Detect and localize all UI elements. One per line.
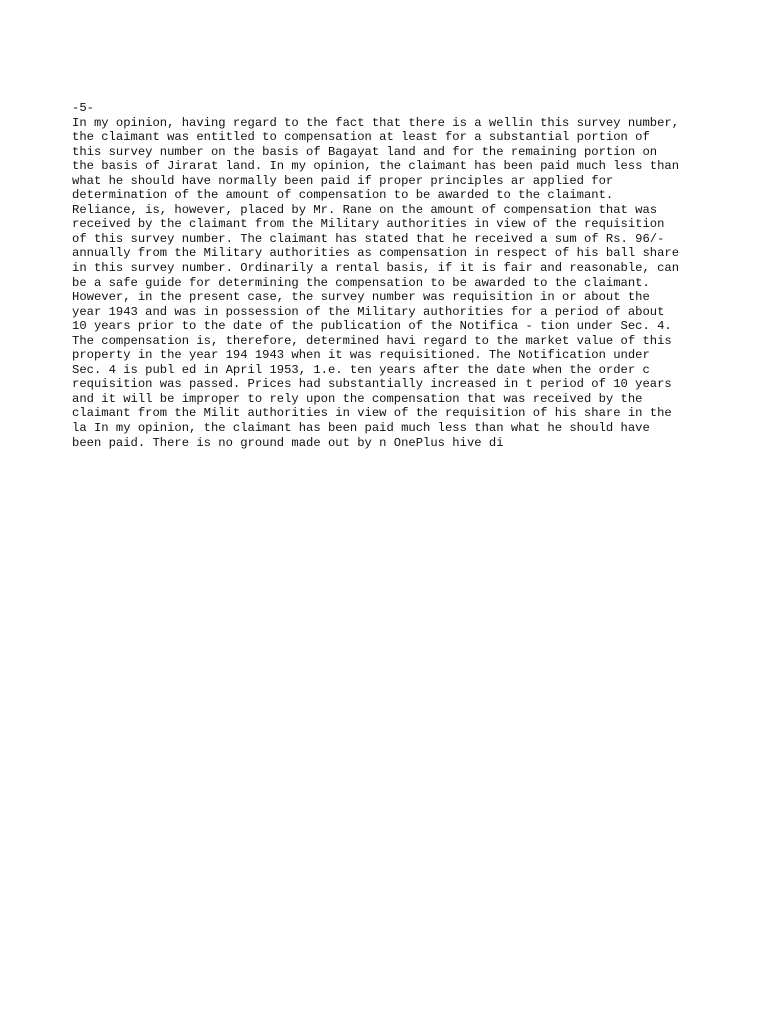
text-line: and it will be improper to rely upon the compensation that was received by the bbox=[72, 391, 643, 406]
text-line: However, in the present case, the survey number was requisition in or about the bbox=[72, 290, 650, 305]
document-page bbox=[72, 101, 752, 450]
text-line: this survey number on the basis of Bagayat land and for the remaining portion on bbox=[72, 144, 658, 159]
text-line: Sec. 4 is publ ed in April 1953, 1.e. ten years after the date when the order c bbox=[72, 362, 650, 377]
text-line: determination of the amount of compensation to be awarded to the claimant. bbox=[72, 188, 614, 203]
text-line: received by the claimant from the Military authorities in view of the requisition bbox=[72, 217, 665, 232]
text-line: la In my opinion, the claimant has been paid much less than what he should have bbox=[72, 421, 650, 436]
text-line: annually from the Military authorities as compensation in respect of his ball share bbox=[72, 246, 680, 261]
text-line: Reliance, is, however, placed by Mr. Rane on the amount of compensation that was bbox=[72, 202, 658, 217]
text-line: been paid. There is no ground made out by n OnePlus hive di bbox=[72, 435, 504, 450]
text-line: In my opinion, having regard to the fact that there is a wellin this survey number, bbox=[72, 115, 680, 130]
text-line: in this survey number. Ordinarily a rental basis, if it is fair and reasonable, can bbox=[72, 261, 680, 276]
text-line: The compensation is, therefore, determined havi regard to the market value of this bbox=[72, 333, 672, 348]
text-line: of this survey number. The claimant has stated that he received a sum of Rs. 96/- bbox=[72, 231, 665, 246]
text-line: property in the year 194 1943 when it was requisitioned. The Notification under bbox=[72, 348, 650, 363]
page-number: -5- bbox=[72, 101, 94, 115]
text-line: 10 years prior to the date of the publication of the Notifica - tion under Sec. 4. bbox=[72, 319, 672, 334]
text-line: requisition was passed. Prices had substantially increased in t period of 10 years bbox=[72, 377, 672, 392]
text-line: the basis of Jirarat land. In my opinion, the claimant has been paid much less than bbox=[72, 159, 680, 174]
text-line: the claimant was entitled to compensation at least for a substantial portion of bbox=[72, 130, 650, 145]
text-line: claimant from the Milit authorities in view of the requisition of his share in the bbox=[72, 406, 672, 421]
text-line: what he should have normally been paid if proper principles ar applied for bbox=[72, 173, 614, 188]
text-line: be a safe guide for determining the compensation to be awarded to the claimant. bbox=[72, 275, 650, 290]
text-line: year 1943 and was in possession of the Military authorities for a period of about bbox=[72, 304, 665, 319]
